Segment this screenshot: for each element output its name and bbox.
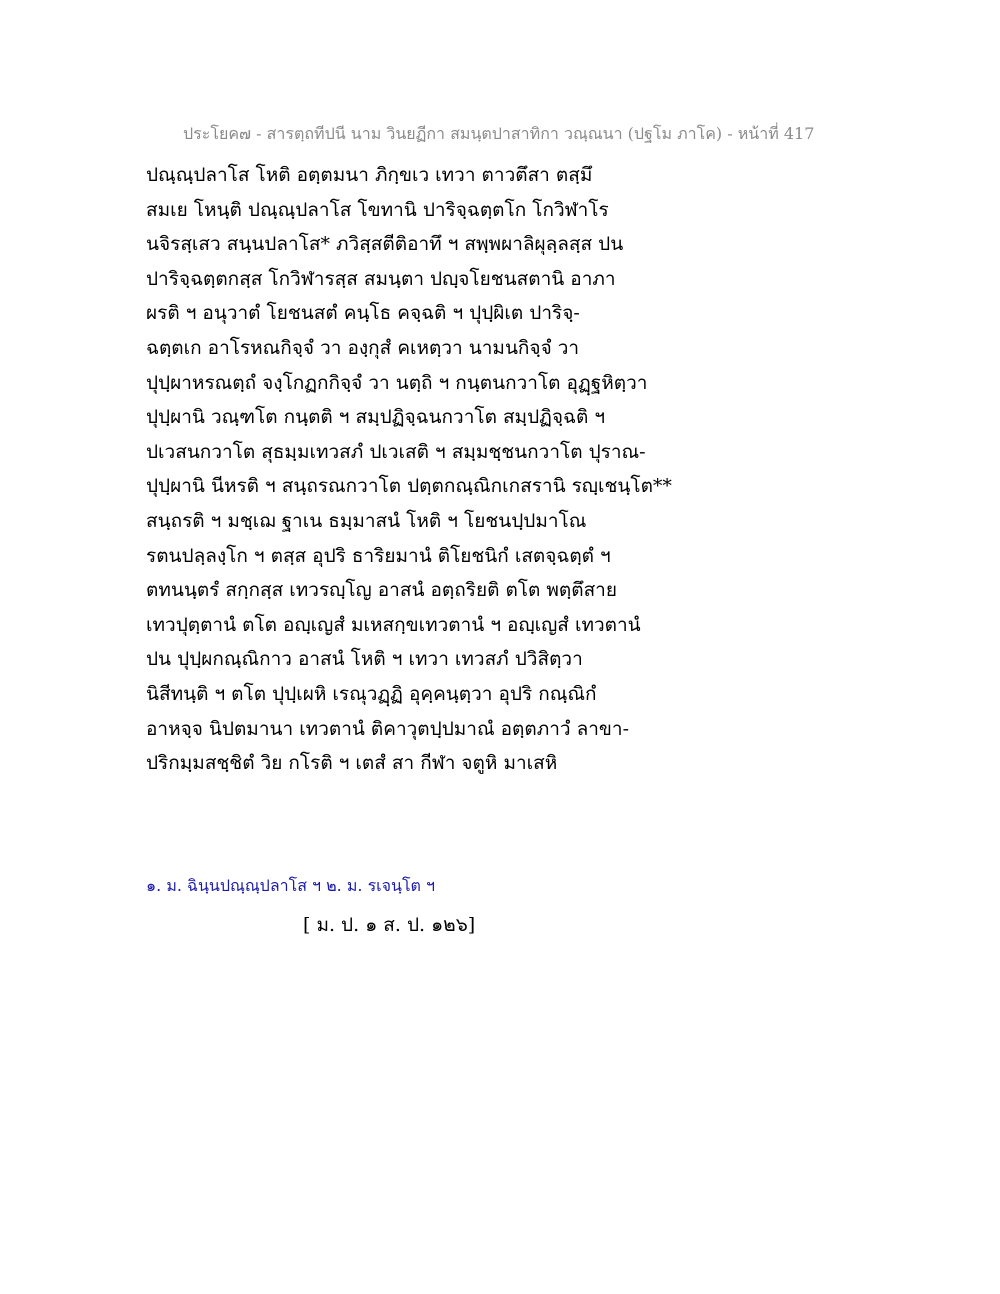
footnote: ๑. ม. ฉินฺนปณฺณฺปลาโส ฯ ๒. ม. รเจนฺโต ฯ: [146, 876, 435, 895]
body-line: ปุปฺผานิ นีหรติ ฯ สนฺถรณกวาโต ปตฺตกณฺณิกเกสรานิ รญฺเชนฺโต**: [146, 475, 672, 498]
page-header: ประโยค๗ - สารตฺถทีปนี นาม วินยฏีกา สมนฺตปาสาทิกา วณฺณนา (ปฐโม ภาโค) - หน้าที่ 417: [183, 124, 815, 143]
body-line: ผรติ ฯ อนุวาตํ โยชนสตํ คนฺโธ คจฺฉติ ฯ ปุปฺผิเต ปาริจฺ-: [146, 302, 580, 325]
body-line: ปณฺณฺปลาโส โหติ อตฺตมนา ภิกฺขเว เทวา ตาวตึสา ตสฺมึ: [146, 164, 593, 186]
body-line: ฉตฺตเก อาโรหณกิจฺจํ วา องฺกุสํ คเหตฺวา นามนกิจฺจํ วา: [146, 336, 580, 359]
body-line: เทวปุตฺตานํ ตโต อญฺเญสํ มเหสกฺขเทวตานํ ฯ อญฺเญสํ เทวตานํ: [146, 613, 641, 636]
body-line: ปริกมฺมสชฺชิตํ วิย กโรติ ฯ เตสํ สา กีฬา จตูหิ มาเสหิ: [146, 752, 558, 775]
body-line: ปาริจฺฉตฺตกสฺส โกวิฬารสฺส สมนฺตา ปญฺจโยชนสตานิ อาภา: [146, 267, 616, 290]
body-line: นิสีทนฺติ ฯ ตโต ปุปฺเผหิ เรณุวฏฺฏิ อุคฺคนฺตฺวา อุปริ กณฺณิกํ: [146, 682, 597, 705]
body-line: ปุปฺผาหรณตฺถํ จงฺโกฏกกิจฺจํ วา นตฺถิ ฯ กนฺตนกวาโต อุฏฺฐหิตฺวา: [146, 371, 648, 394]
body-line: สมเย โหนฺติ ปณฺณฺปลาโส โขทานิ ปาริจฺฉตฺตโก โกวิฬาโร: [146, 198, 609, 221]
body-line: รตนปลฺลงฺโก ฯ ตสฺส อุปริ ธาริยมานํ ติโยชนิกํ เสตจฺฉตฺตํ ฯ: [146, 544, 611, 567]
body-line: ปน ปุปฺผกณฺณิกาว อาสนํ โหติ ฯ เทวา เทวสภํ ปวิสิตฺวา: [146, 648, 583, 671]
body-line: สนฺถรติ ฯ มชฺเฌ ฐาเน ธมฺมาสนํ โหติ ฯ โยชนปฺปมาโณ: [146, 509, 587, 532]
body-line: ตทนนฺตรํ สกฺกสฺส เทวรญฺโญ อาสนํ อตฺถริยติ ตโต พตฺตึสาย: [146, 579, 617, 602]
body-line: อาหจฺจ นิปตมานา เทวตานํ ติคาวุตปฺปมาณํ อตฺตภาวํ ลาขา-: [146, 717, 629, 740]
body-line: ปุปฺผานิ วณฺฑโต กนฺตติ ฯ สมฺปฏิจฺฉนกวาโต สมฺปฏิจฺฉติ ฯ: [146, 406, 606, 429]
body-text: [146, 158, 686, 781]
page-reference: [ ม. ป. ๑ ส. ป. ๑๒๖]: [303, 914, 476, 936]
body-line: นจิรสฺเสว สนฺนปลาโส* ภวิสฺสตีติอาทึ ฯ สพฺพผาลิผุลฺลสฺส ปน: [146, 233, 624, 256]
body-line: ปเวสนกวาโต สุธมฺมเทวสภํ ปเวเสติ ฯ สมฺมชฺชนกวาโต ปุราณ-: [146, 440, 646, 463]
